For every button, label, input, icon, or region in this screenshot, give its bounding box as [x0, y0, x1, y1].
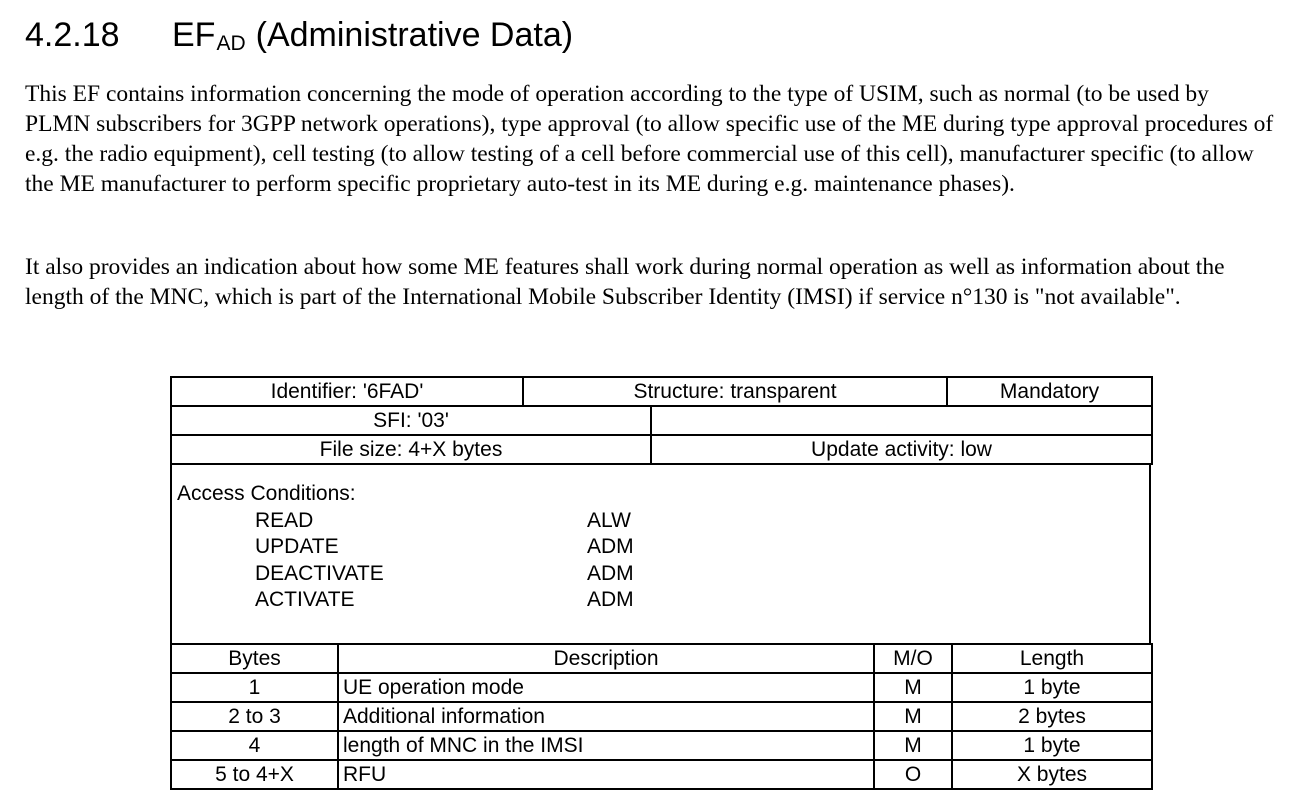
mo-cell: M [874, 731, 952, 760]
file-header-table [170, 376, 1153, 465]
col-header-description: Description [338, 644, 874, 673]
section-number: 4.2.18 [25, 16, 120, 54]
header-row-identifier [171, 377, 1152, 406]
bytes-cell: 5 to 4+X [171, 760, 338, 789]
table-row [171, 702, 1152, 731]
paragraph-indication: It also provides an indication about how some ME features shall work during normal operation as well as information about the length of the MNC, which is part of the International Mobile Subscriber Identity (IMSI) if service n°130 is "not available". [25, 254, 1225, 310]
access-level-deactivate: ADM [587, 562, 634, 585]
access-level-update: ADM [587, 535, 634, 558]
file-size-cell: File size: 4+X bytes [171, 435, 651, 464]
length-cell: 2 bytes [952, 702, 1152, 731]
header-row-sfi [171, 406, 1152, 435]
description-cell: UE operation mode [338, 673, 874, 702]
access-op-update: UPDATE [255, 535, 339, 558]
access-level-activate: ADM [587, 588, 634, 611]
access-level-read: ALW [587, 509, 631, 532]
update-activity-cell: Update activity: low [651, 435, 1152, 464]
section-heading [25, 12, 573, 63]
bytes-table [170, 643, 1153, 790]
access-op-read: READ [255, 509, 314, 532]
section-title: (Administrative Data) [255, 16, 574, 54]
length-cell: X bytes [952, 760, 1152, 789]
empty-cell [651, 406, 1152, 435]
col-header-length: Length [952, 644, 1152, 673]
bytes-cell: 1 [171, 673, 338, 702]
access-conditions [170, 464, 1151, 644]
sfi-cell: SFI: '03' [171, 406, 651, 435]
access-op-deactivate: DEACTIVATE [255, 562, 384, 585]
header-row-size [171, 435, 1152, 464]
length-cell: 1 byte [952, 673, 1152, 702]
bytes-cell: 2 to 3 [171, 702, 338, 731]
paragraph-description: This EF contains information concerning the mode of operation according to the type of USIM, such as normal (to be used by PLMN subscribers for 3GPP network operations), type approval (to allow specific use of the ME during type approval procedures of e.g. the radio equipment), cell testing (to allow testing of a cell before commercial use of this cell), manufacturer specific (to allow the ME manufacturer to perform specific proprietary auto-test in its ME during e.g. maintenance phases). [25, 81, 1274, 197]
col-header-mo: M/O [874, 644, 952, 673]
length-cell: 1 byte [952, 731, 1152, 760]
table-row [171, 760, 1152, 789]
access-op-activate: ACTIVATE [255, 588, 355, 611]
description-cell: length of MNC in the IMSI [338, 731, 874, 760]
table-row [171, 731, 1152, 760]
identifier-cell: Identifier: '6FAD' [171, 377, 523, 406]
ef-subscript: AD [216, 32, 246, 55]
access-conditions-title: Access Conditions: [177, 482, 356, 505]
mo-cell: O [874, 760, 952, 789]
mandatory-cell: Mandatory [947, 377, 1152, 406]
structure-cell: Structure: transparent [523, 377, 947, 406]
bytes-table-header [171, 644, 1152, 673]
mo-cell: M [874, 702, 952, 731]
table-row [171, 673, 1152, 702]
col-header-bytes: Bytes [171, 644, 338, 673]
bytes-cell: 4 [171, 731, 338, 760]
description-cell: RFU [338, 760, 874, 789]
ef-label: EF [172, 16, 216, 54]
description-cell: Additional information [338, 702, 874, 731]
mo-cell: M [874, 673, 952, 702]
